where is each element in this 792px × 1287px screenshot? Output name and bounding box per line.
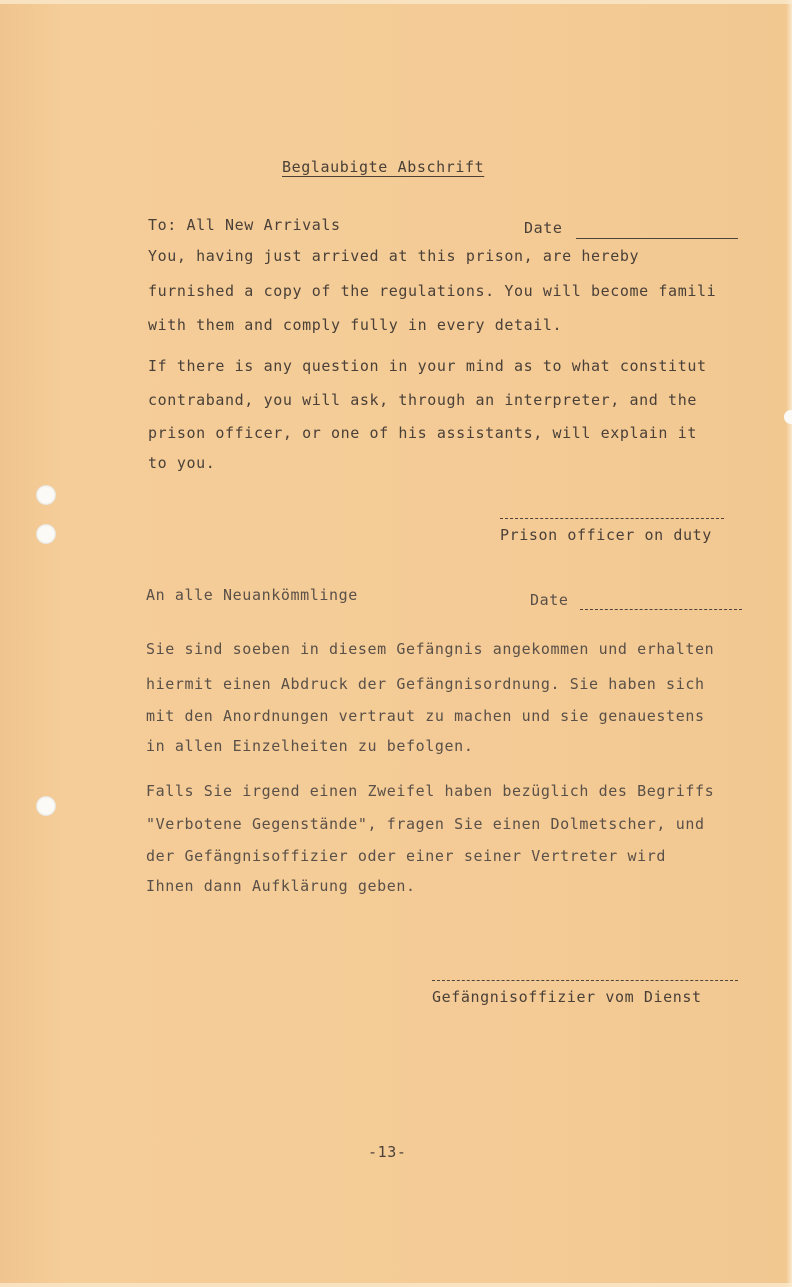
english-date-line xyxy=(576,238,738,239)
punch-hole-icon xyxy=(36,796,56,816)
english-signature-line xyxy=(500,518,724,519)
german-line: Ihnen dann Aufklärung geben. xyxy=(146,877,416,895)
document-title: Beglaubigte Abschrift xyxy=(282,158,485,176)
german-line: in allen Einzelheiten zu befolgen. xyxy=(146,737,474,755)
german-recipient: An alle Neuankömmlinge xyxy=(146,586,358,604)
english-signature-title: Prison officer on duty xyxy=(500,526,712,544)
german-line: hiermit einen Abdruck der Gefängnisordnung. Sie haben sich xyxy=(146,675,705,693)
german-line: Falls Sie irgend einen Zweifel haben bezüglich des Begriffs xyxy=(146,782,715,800)
page-number: -13- xyxy=(368,1143,407,1161)
english-recipient: To: All New Arrivals xyxy=(148,216,341,234)
german-line: Sie sind soeben in diesem Gefängnis angekommen und erhalten xyxy=(146,640,715,658)
paper-bottom-edge xyxy=(0,1283,792,1287)
paper-right-edge xyxy=(786,0,792,1287)
english-date-label: Date xyxy=(524,219,563,237)
english-line: furnished a copy of the regulations. You will become famili xyxy=(148,282,717,300)
english-line: contraband, you will ask, through an interpreter, and the xyxy=(148,391,697,409)
punch-hole-icon xyxy=(36,485,56,505)
paper-top-edge xyxy=(0,0,792,4)
english-line: You, having just arrived at this prison, are hereby xyxy=(148,247,640,265)
english-line: If there is any question in your mind as to what constitut xyxy=(148,357,707,375)
german-line: "Verbotene Gegenstände", fragen Sie einen Dolmetscher, und xyxy=(146,815,705,833)
english-line: with them and comply fully in every detail. xyxy=(148,316,563,334)
german-line: der Gefängnisoffizier oder einer seiner Vertreter wird xyxy=(146,847,667,865)
german-line: mit den Anordnungen vertraut zu machen und sie genauestens xyxy=(146,707,705,725)
english-line: prison officer, or one of his assistants, will explain it xyxy=(148,424,697,442)
german-signature-line xyxy=(432,980,738,981)
german-signature-title: Gefängnisoffizier vom Dienst xyxy=(432,988,702,1006)
punch-hole-icon xyxy=(36,524,56,544)
paper-notch xyxy=(784,410,792,424)
german-date-label: Date xyxy=(530,591,569,609)
english-line: to you. xyxy=(148,454,216,472)
german-date-line xyxy=(580,609,742,610)
